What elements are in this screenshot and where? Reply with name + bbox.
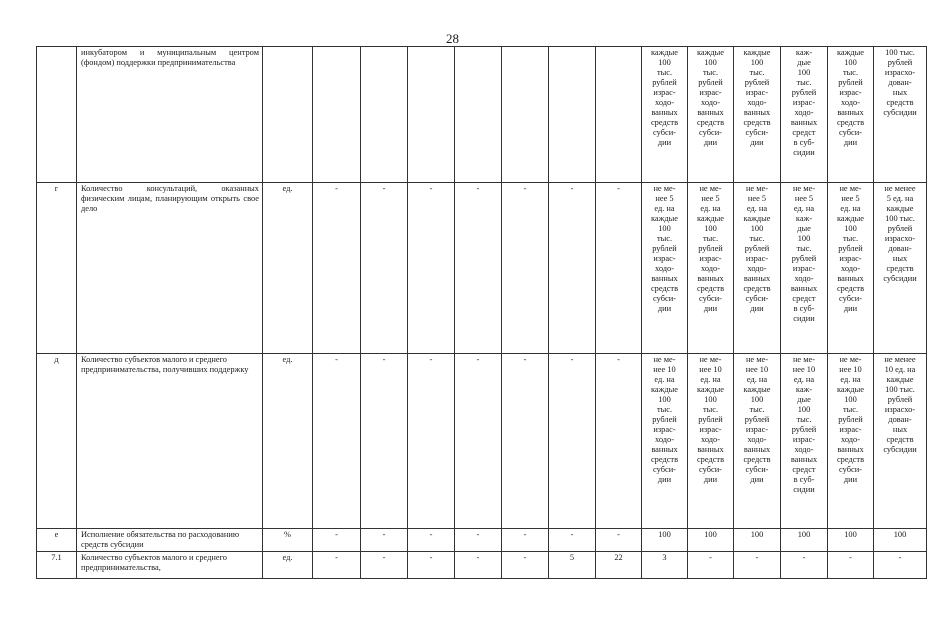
table-row — [37, 529, 927, 552]
cell-text: - — [429, 530, 433, 539]
cell-text: - — [429, 553, 433, 562]
row-number — [37, 552, 77, 579]
value-cell — [361, 354, 408, 529]
value-cell — [781, 183, 828, 354]
value-cell — [313, 529, 361, 552]
cell-text: 7.1 — [51, 553, 62, 562]
cell-text: не менее 10 ед. на каждые 100 тыс. рублей израсхо- дован- ных средств субсидии — [883, 355, 917, 454]
value-cell — [642, 529, 688, 552]
indicator-description — [77, 47, 263, 183]
cell-text: не ме- нее 10 ед. на каждые 100 тыс. рублей израс- ходо- ванных средств субси- дии — [650, 355, 679, 484]
value-cell — [642, 354, 688, 529]
cell-text: 100 — [844, 530, 857, 539]
value-cell — [361, 47, 408, 183]
cell-text: - — [849, 553, 852, 562]
cell-text: - — [523, 184, 527, 193]
cell-text: - — [476, 530, 480, 539]
value-cell — [781, 47, 828, 183]
cell-text: - — [335, 184, 338, 193]
value-cell — [408, 354, 455, 529]
value-cell — [688, 183, 734, 354]
value-cell — [874, 47, 927, 183]
cell-text: не ме- нее 10 ед. на каждые 100 тыс. рублей израс- ходо- ванных средств субси- дии — [696, 355, 725, 484]
cell-text: г — [54, 184, 59, 193]
cell-text: - — [335, 355, 338, 364]
row-number — [37, 47, 77, 183]
cell-text: - — [476, 553, 480, 562]
cell-text: 100 — [797, 530, 811, 539]
cell-text: - — [755, 553, 759, 562]
value-cell — [688, 47, 734, 183]
cell-text: не ме- нее 10 ед. на каждые 100 тыс. рублей израс- ходо- ванных средств субси- дии — [836, 355, 865, 484]
value-cell — [828, 47, 874, 183]
value-cell — [874, 354, 927, 529]
value-cell — [549, 183, 596, 354]
row-number — [37, 183, 77, 354]
cell-text: не ме- нее 5 ед. на каждые 100 тыс. рублей израс- ходо- ванных средств субси- дии — [836, 184, 865, 313]
cell-text: - — [429, 184, 433, 193]
value-cell — [874, 529, 927, 552]
unit-cell — [263, 529, 313, 552]
cell-text: каж- дые 100 тыс. рублей израс- ходо- ванных средст в суб- сидии — [790, 48, 818, 157]
table-row — [37, 183, 927, 354]
value-cell — [688, 529, 734, 552]
cell-text: 100 — [893, 530, 907, 539]
cell-text: каждые 100 тыс. рублей израс- ходо- ванных средств субси- дии — [743, 48, 771, 147]
value-cell — [313, 552, 361, 579]
value-cell — [455, 529, 502, 552]
cell-text: - — [570, 355, 574, 364]
value-cell — [313, 354, 361, 529]
cell-text: - — [617, 355, 620, 364]
value-cell — [502, 183, 549, 354]
cell-text: 5 — [569, 553, 575, 562]
value-cell — [455, 354, 502, 529]
table-row — [37, 354, 927, 529]
cell-text: - — [476, 355, 480, 364]
cell-text: не ме- нее 5 ед. на каждые 100 тыс. рублей израс- ходо- ванных средств субси- дии — [650, 184, 679, 313]
cell-text: не ме- нее 10 ед. на каж- дые 100 тыс. рублей израс- ходо- ванных средст в суб- сидии — [790, 355, 818, 494]
value-cell — [596, 354, 642, 529]
cell-text: Количество субъектов малого и среднего предпринимательства, — [81, 553, 227, 572]
value-cell — [734, 552, 781, 579]
value-cell — [828, 552, 874, 579]
cell-text: - — [382, 530, 386, 539]
value-cell — [596, 183, 642, 354]
indicator-description — [77, 529, 263, 552]
cell-text: - — [570, 530, 574, 539]
cell-text: не ме- нее 10 ед. на каждые 100 тыс. рублей израс- ходо- ванных средств субси- дии — [743, 355, 771, 484]
cell-text: Количество консультаций, оказанных физическим лицам, планирующим открыть свое дело — [81, 184, 259, 213]
cell-text: - — [476, 184, 480, 193]
value-cell — [596, 552, 642, 579]
cell-text: 100 — [704, 530, 717, 539]
cell-text: е — [54, 530, 59, 539]
value-cell — [642, 183, 688, 354]
cell-text: - — [523, 355, 527, 364]
cell-text: каждые 100 тыс. рублей израс- ходо- ванных средств субси- дии — [696, 48, 725, 147]
table-body — [37, 47, 927, 579]
page-number: 28 — [446, 31, 459, 46]
row-number — [37, 354, 77, 529]
value-cell — [688, 552, 734, 579]
value-cell — [596, 47, 642, 183]
value-cell — [874, 552, 927, 579]
value-cell — [502, 354, 549, 529]
value-cell — [781, 354, 828, 529]
cell-text: - — [898, 553, 902, 562]
indicators-table — [36, 46, 927, 579]
value-cell — [361, 183, 408, 354]
value-cell — [502, 47, 549, 183]
value-cell — [408, 552, 455, 579]
cell-text: - — [570, 184, 574, 193]
cell-text: - — [523, 553, 527, 562]
value-cell — [828, 183, 874, 354]
cell-text: Исполнение обязательства по расходованию средств субсидии — [81, 530, 240, 549]
value-cell — [455, 47, 502, 183]
row-number — [37, 529, 77, 552]
value-cell — [596, 529, 642, 552]
value-cell — [549, 529, 596, 552]
table-row — [37, 552, 927, 579]
cell-text: не ме- нее 5 ед. на каждые 100 тыс. рублей израс- ходо- ванных средств субси- дии — [743, 184, 771, 313]
cell-text: - — [429, 355, 433, 364]
cell-text: 100 — [750, 530, 764, 539]
value-cell — [734, 47, 781, 183]
cell-text: каждые 100 тыс. рублей израс- ходо- ванных средств субси- дии — [650, 48, 679, 147]
value-cell — [313, 47, 361, 183]
cell-text: каждые 100 тыс. рублей израс- ходо- ванных средств субси- дии — [836, 48, 865, 147]
value-cell — [455, 552, 502, 579]
value-cell — [874, 183, 927, 354]
value-cell — [642, 47, 688, 183]
cell-text: ед. — [282, 184, 293, 193]
cell-text: 3 — [662, 553, 667, 562]
indicator-description — [77, 183, 263, 354]
value-cell — [781, 529, 828, 552]
cell-text: - — [382, 184, 386, 193]
cell-text: не ме- нее 5 ед. на каж- дые 100 тыс. рублей израс- ходо- ванных средст в суб- сидии — [790, 184, 818, 323]
value-cell — [408, 529, 455, 552]
cell-text: - — [523, 530, 527, 539]
unit-cell — [263, 47, 313, 183]
value-cell — [408, 183, 455, 354]
cell-text: инкубатором и муниципальным центром (фондом) поддержки предпринимательства — [81, 48, 259, 67]
value-cell — [361, 552, 408, 579]
cell-text: - — [382, 553, 386, 562]
value-cell — [734, 183, 781, 354]
cell-text: 100 — [658, 530, 671, 539]
value-cell — [361, 529, 408, 552]
value-cell — [549, 47, 596, 183]
cell-text: - — [617, 530, 620, 539]
indicator-description — [77, 552, 263, 579]
cell-text: - — [382, 355, 386, 364]
value-cell — [734, 354, 781, 529]
value-cell — [688, 354, 734, 529]
unit-cell — [263, 552, 313, 579]
cell-text: д — [54, 355, 59, 364]
value-cell — [455, 183, 502, 354]
cell-text: Количество субъектов малого и среднего предпринимательства, получивших поддержку — [81, 355, 249, 374]
value-cell — [502, 529, 549, 552]
cell-text: 100 тыс. рублей израсхо- дован- ных средств субсидии — [883, 48, 917, 117]
unit-cell — [263, 354, 313, 529]
cell-text: - — [617, 184, 620, 193]
value-cell — [502, 552, 549, 579]
value-cell — [828, 529, 874, 552]
unit-cell — [263, 183, 313, 354]
cell-text: не менее 5 ед. на каждые 100 тыс. рублей израсхо- дован- ных средств субсидии — [883, 184, 917, 283]
cell-text: ед. — [282, 553, 293, 562]
value-cell — [781, 552, 828, 579]
cell-text: - — [802, 553, 806, 562]
cell-text: - — [709, 553, 712, 562]
cell-text: не ме- нее 5 ед. на каждые 100 тыс. рублей израс- ходо- ванных средств субси- дии — [696, 184, 725, 313]
indicator-description — [77, 354, 263, 529]
value-cell — [642, 552, 688, 579]
value-cell — [734, 529, 781, 552]
cell-text: - — [335, 553, 338, 562]
cell-text: 22 — [614, 553, 623, 562]
value-cell — [313, 183, 361, 354]
value-cell — [408, 47, 455, 183]
value-cell — [828, 354, 874, 529]
cell-text: - — [335, 530, 338, 539]
table-row — [37, 47, 927, 183]
cell-text: ед. — [282, 355, 293, 364]
value-cell — [549, 552, 596, 579]
cell-text: % — [284, 530, 291, 539]
value-cell — [549, 354, 596, 529]
